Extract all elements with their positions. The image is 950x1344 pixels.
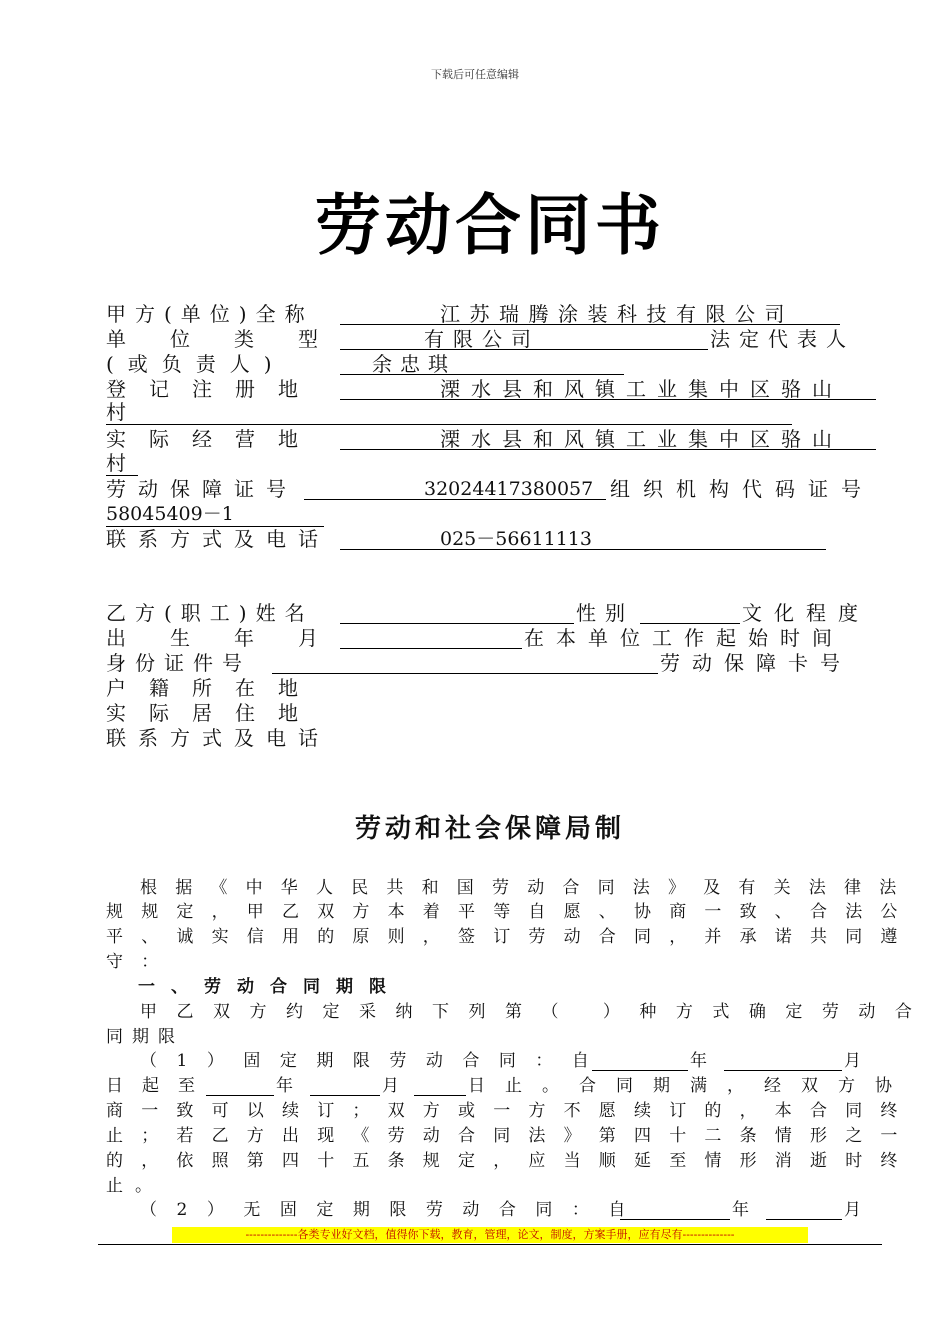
fixed-term-end-day-field[interactable] (414, 1074, 466, 1096)
party-b-birth-field[interactable] (340, 626, 522, 649)
party-a-rep-row (106, 352, 862, 376)
intro-line-2: 规规定，甲乙双方本着平等自愿、协商一致、合法公 (106, 902, 916, 922)
open-term-start-month-field[interactable] (766, 1198, 842, 1220)
open-term-year-label: 年 (732, 1200, 749, 1220)
fixed-term-end-year-label: 年 (276, 1076, 293, 1096)
party-a-ins-label: 劳动保障证号 (106, 477, 298, 501)
term-para-line-1: 甲乙双方约定采纳下列第（ ）种方式确定劳动合 (140, 1002, 932, 1022)
party-a-rep-field (340, 352, 624, 375)
fixed-term-year-label: 年 (690, 1051, 707, 1071)
party-b-hukou-label: 户籍所在地 (106, 676, 321, 700)
fixed-term-line-5: 的，依照第四十五条规定，应当顺延至情形消逝时终 (106, 1151, 916, 1171)
fixed-term-line-4: 止；若乙方出现《劳动合同法》第四十二条情形之一 (106, 1126, 916, 1146)
party-a-org-value: 58045409－1 (106, 502, 324, 527)
footer-divider (98, 1244, 882, 1245)
party-a-op-row (106, 427, 862, 451)
party-a-type-label: 单位类型 (106, 327, 362, 351)
party-b-card-label: 劳动保障卡号 (660, 651, 852, 675)
fixed-term-end-month-label: 月 (382, 1076, 399, 1096)
party-b-tel-row (106, 726, 862, 750)
party-b-name-label: 乙方(职工)姓名 (106, 601, 314, 625)
fixed-term-end-month-field[interactable] (310, 1074, 380, 1096)
party-a-name-field (340, 302, 840, 325)
fixed-term-label: （1）固定期限劳动合同：自 (140, 1051, 609, 1071)
party-b-name-row (106, 601, 870, 625)
party-a-reg-label: 登记注册地 (106, 377, 321, 401)
party-a-ins-field (304, 477, 606, 500)
party-a-name-row (106, 302, 862, 326)
party-a-type-row (106, 327, 862, 351)
intro-line-1: 根据《中华人民共和国劳动合同法》及有关法律法 (140, 878, 915, 898)
party-a-tel-label: 联系方式及电话 (106, 527, 330, 551)
party-b-gender-label: 性别 (576, 601, 634, 625)
party-a-reg-row (106, 377, 862, 401)
term-para-line-2: 同期限 (106, 1027, 184, 1047)
party-a-tel-row (106, 527, 862, 551)
party-a-op-label: 实际经营地 (106, 427, 321, 451)
party-a-op-value: 溧水县和风镇工业集中区骆山 (440, 427, 843, 451)
party-a-op-value-2: 村 (106, 451, 138, 476)
party-b-residence-row (106, 701, 862, 725)
party-a-ins-row (106, 477, 874, 501)
party-a-org-label: 组织机构代码证号 (610, 477, 874, 501)
party-a-reg-value-2: 村 (106, 400, 792, 425)
party-a-op-field (340, 427, 876, 450)
fixed-term-month-label: 月 (844, 1051, 861, 1071)
party-b-birth-label: 出生年月 (106, 626, 362, 650)
open-term-line-1 (106, 1198, 862, 1222)
section-term-heading: 一、劳动合同期限 (138, 977, 402, 997)
footer-promo-banner: --------------各类专业好文档，值得你下载，教育，管理，论文，制度，方案手册，应有尽有-------------- (172, 1227, 808, 1243)
fixed-term-until-label: 日起至 (106, 1076, 214, 1096)
header-note: 下载后可任意编辑 (431, 68, 519, 81)
party-a-rep-value: 余忠琪 (372, 352, 456, 376)
party-b-edu-label: 文化程度 (742, 601, 870, 625)
fixed-term-line-1 (106, 1049, 862, 1073)
open-term-label: （2）无固定期限劳动合同：自 (140, 1200, 645, 1220)
party-a-tel-value: 025－56611113 (440, 528, 592, 550)
party-a-reg-field (340, 377, 876, 400)
party-b-residence-label: 实际居住地 (106, 701, 321, 725)
party-a-type-field (340, 327, 708, 350)
party-a-rep-label: 法定代表人 (710, 327, 855, 351)
open-term-start-year-field[interactable] (620, 1198, 730, 1220)
intro-line-4: 守： (106, 952, 177, 972)
fixed-term-line-3: 商一致可以续订；双方或一方不愿续订的，本合同终 (106, 1101, 916, 1121)
party-a-type-value: 有限公司 (424, 327, 540, 351)
party-b-birth-row (106, 626, 862, 650)
fixed-term-end-year-field[interactable] (206, 1074, 274, 1096)
fixed-term-end-text: 日止。合同期满，经双方协 (468, 1076, 912, 1096)
party-a-reg-row-2 (106, 400, 862, 424)
party-b-tel-label: 联系方式及电话 (106, 726, 330, 750)
party-a-ins-value: 32024417380057 (424, 478, 594, 500)
party-b-id-row (106, 651, 862, 675)
party-a-reg-value: 溧水县和风镇工业集中区骆山 (440, 377, 843, 401)
document-title: 劳动合同书 (315, 187, 665, 264)
open-term-month-label: 月 (844, 1200, 861, 1220)
party-a-name-value: 江苏瑞腾涂装科技有限公司 (440, 302, 794, 326)
party-b-name-field[interactable] (340, 601, 574, 624)
fixed-term-line-2 (106, 1074, 912, 1098)
fixed-term-start-year-field[interactable] (592, 1049, 688, 1071)
fixed-term-start-month-field[interactable] (724, 1049, 842, 1071)
intro-line-3: 平、诚实信用的原则，签订劳动合同，并承诺共同遵 (106, 927, 916, 947)
party-b-gender-field[interactable] (640, 601, 740, 624)
party-a-op-row-2 (106, 451, 862, 475)
party-b-id-label: 身份证件号 (106, 651, 251, 675)
party-b-start-label: 在本单位工作起始时间 (524, 626, 844, 650)
party-a-tel-field (340, 527, 826, 550)
party-a-rep-label-2: (或负责人) (106, 352, 286, 376)
fixed-term-line-6: 止。 (106, 1176, 164, 1196)
party-b-hukou-row (106, 676, 862, 700)
party-b-id-field[interactable] (272, 651, 658, 674)
party-a-name-label: 甲方(单位)全称 (106, 302, 314, 326)
issuer-subtitle: 劳动和社会保障局制 (354, 814, 625, 844)
party-a-org-row (106, 502, 862, 526)
